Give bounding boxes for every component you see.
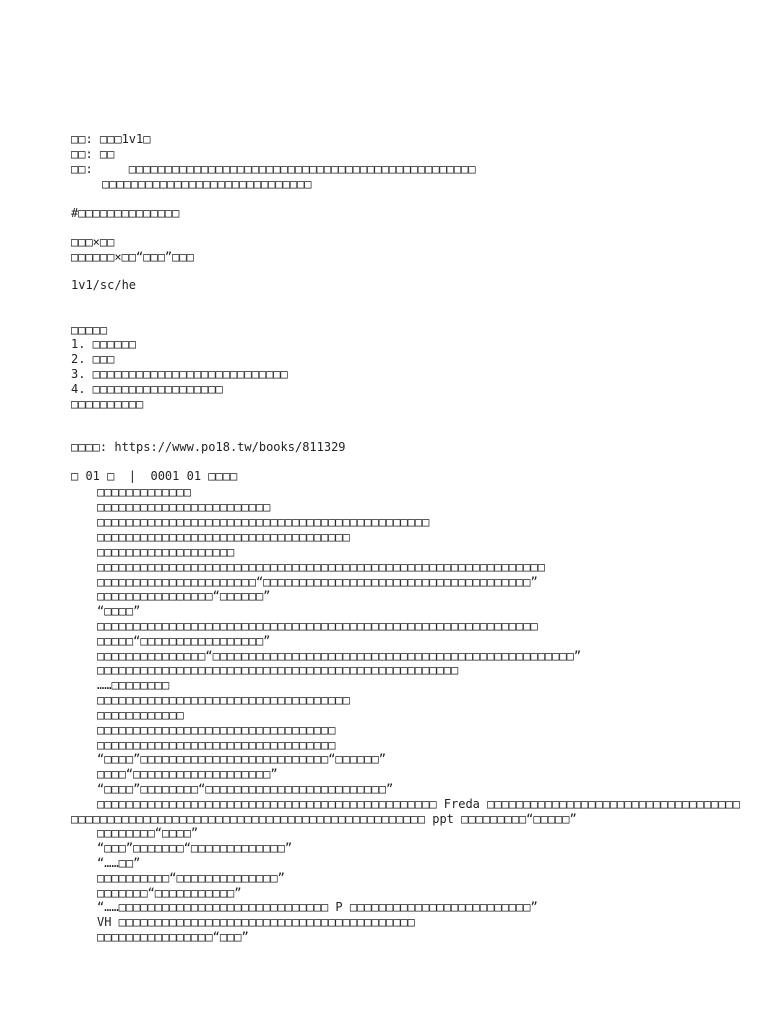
chapter-line: “□□□□” — [97, 604, 141, 618]
chapter-line: □□□□□□□□□□□□□□□□□□□□□□“□□□□□□□□□□□□□□□□□□□□□□□□□□□□□□□□□□□□□” — [97, 575, 538, 589]
chapter-line: □□□□□□□□□□□□□□□□□□□□□□□□□□□□□□□□□□□□□□□□□□□□□□□□□□ — [97, 663, 459, 677]
notes-item: 4. □□□□□□□□□□□□□□□□□□ — [71, 382, 223, 396]
chapter-line: “……□□” — [97, 856, 141, 870]
book-summary-line-2: □□□□□□□□□□□□□□□□□□□□□□□□□□□□□ — [102, 177, 312, 191]
notes-item: 3. □□□□□□□□□□□□□□□□□□□□□□□□□□□ — [71, 367, 288, 381]
chapter-line: “□□□”□□□□□□□“□□□□□□□□□□□□□” — [97, 841, 293, 855]
book-title: □□: □□□1v1□ — [71, 132, 151, 146]
book-pairing-desc: □□□□□□×□□“□□□”□□□ — [71, 250, 194, 264]
chapter-line: □□□□□□□□□□□□□□□□□□□□□□□□□□□□□□□□□ — [97, 738, 336, 752]
chapter-line: □□□□□□□□□□□□□□□□□□□□□□□□□□□□□□□□□□□ — [97, 693, 350, 707]
chapter-line: □□□□□□□□□□□□□□□□□□□□□□□□□□□□□□□□□□□□□□□□□□□□□□□□□□□□□□□□□□□□□ — [97, 619, 538, 633]
chapter-line: □□□□□□□□□□□□□□□“□□□□□□□□□□□□□□□□□□□□□□□□□□□□□□□□□□□□□□□□□□□□□□□□□□” — [97, 649, 582, 663]
chapter-line: □□□□“□□□□□□□□□□□□□□□□□□□” — [97, 767, 278, 781]
book-tags: 1v1/sc/he — [71, 278, 137, 292]
source-link[interactable]: □□□□: https://www.po18.tw/books/811329 — [71, 440, 346, 454]
chapter-line: □□□□□□□□□□□□□□□□□□□□□□□□□□□□□□□□□ — [97, 723, 336, 737]
chapter-line: “……□□□□□□□□□□□□□□□□□□□□□□□□□□□□□ P □□□□□□□□□□□□□□□□□□□□□□□□□” — [97, 900, 538, 914]
notes-item: 1. □□□□□□ — [71, 337, 137, 351]
book-summary-line-1: □□: □□□□□□□□□□□□□□□□□□□□□□□□□□□□□□□□□□□□□□□□□□□□□□□□ — [71, 162, 476, 176]
chapter-line: □□□□□□□□□□□□□□□□□□□□□□□□ — [97, 500, 271, 514]
chapter-line: □□□□□□□□□□□□□□□□□□□□□□□□□□□□□□□□□□□□□□□□□□□□□□□ Freda □□□□□□□□□□□□□□□□□□□□□□□□□□□□□□□□□□□ — [97, 797, 740, 811]
chapter-line: □□□□□□□□□□□□ — [97, 708, 184, 722]
chapter-line: □□□□□□□□“□□□□” — [97, 826, 199, 840]
chapter-line: □□□□□□□□□□□□□□□□“□□□□□□” — [97, 589, 271, 603]
notes-footer: □□□□□□□□□□ — [71, 397, 144, 411]
chapter-line: □□□□□□□□□□□□□□□□□□□□□□□□□□□□□□□□□□□ — [97, 530, 350, 544]
chapter-line: □□□□□□□“□□□□□□□□□□□” — [97, 886, 242, 900]
chapter-line: ……□□□□□□□□ — [97, 678, 170, 692]
chapter-line: □□□□□□□□□□□□□□□□□□□□□□□□□□□□□□□□□□□□□□□□□□□□□□□□□□□□□□□□□□□□□□ — [97, 560, 545, 574]
chapter-line-wrapped: □□□□□□□□□□□□□□□□□□□□□□□□□□□□□□□□□□□□□□□□□□□□□□□□□ ppt □□□□□□□□□“□□□□□” — [71, 812, 577, 826]
chapter-line: □□□□□□□□□□□□□ — [97, 485, 191, 499]
chapter-line: □□□□□□□□□□□□□□□□□□□□□□□□□□□□□□□□□□□□□□□□□□□□□□ — [97, 515, 430, 529]
chapter-header: □ 01 □ | 0001 01 □□□□ — [71, 469, 238, 483]
chapter-line: □□□□□□□□□□“□□□□□□□□□□□□□□” — [97, 871, 285, 885]
book-hashtag: #□□□□□□□□□□□□□□ — [71, 206, 180, 220]
chapter-line: □□□□□□□□□□□□□□□□□□□ — [97, 545, 235, 559]
book-pairing: □□□×□□ — [71, 235, 115, 249]
chapter-line: “□□□□”□□□□□□□□“□□□□□□□□□□□□□□□□□□□□□□□□□” — [97, 782, 394, 796]
notes-heading: □□□□□ — [71, 323, 108, 337]
chapter-line: VH □□□□□□□□□□□□□□□□□□□□□□□□□□□□□□□□□□□□□□□□□ — [97, 915, 415, 929]
chapter-line: “□□□□”□□□□□□□□□□□□□□□□□□□□□□□□□□“□□□□□□” — [97, 752, 386, 766]
book-author: □□: □□ — [71, 147, 115, 161]
notes-item: 2. □□□ — [71, 352, 115, 366]
chapter-line: □□□□□“□□□□□□□□□□□□□□□□□” — [97, 634, 271, 648]
chapter-line: □□□□□□□□□□□□□□□□“□□□” — [97, 930, 249, 944]
